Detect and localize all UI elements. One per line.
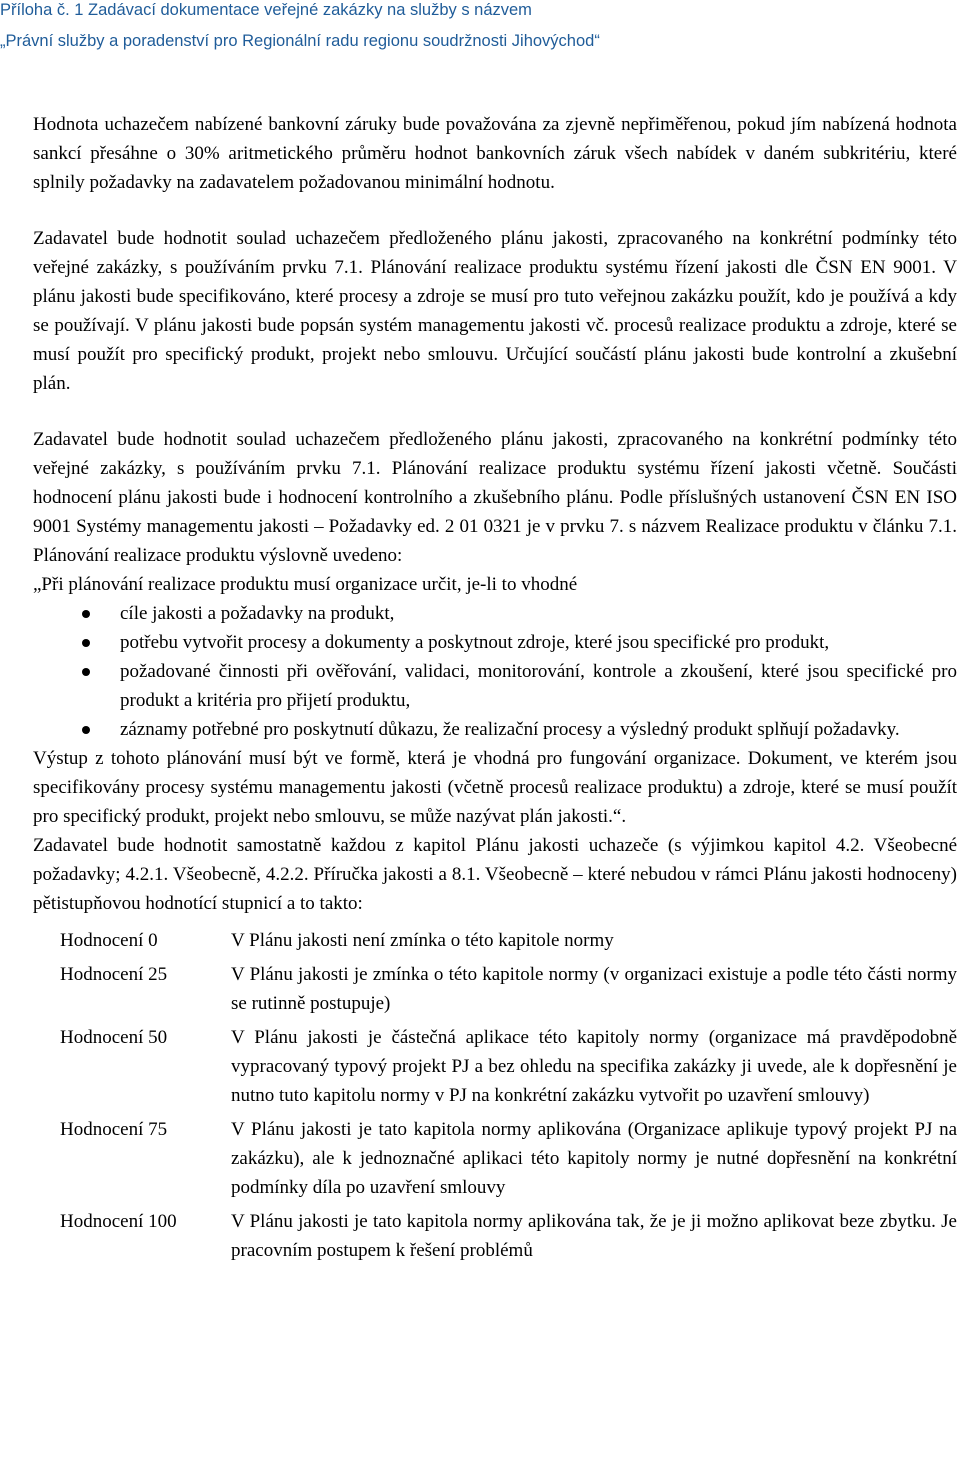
rating-description: V Plánu jakosti je tato kapitola normy aplikována tak, že je ji možno aplikovat beze zbytku. Je pracovním postupem k řešení problémů <box>231 1211 957 1261</box>
document-body <box>33 110 957 1270</box>
header-line-2: „Právní služby a poradenství pro Regionální radu regionu soudržnosti Jihovýchod“ <box>0 32 600 50</box>
paragraph-bank-guarantee: Hodnota uchazečem nabízené bankovní záruky bude považována za zjevně nepřiměřenou, pokud jím nabízená hodnota sankcí přesáhne o 30% aritmetického průměru hodnot bankovních záruk všech nabídek v daném subkritériu, které splnily požadavky na zadavatelem požadovanou minimální hodnotu. <box>33 114 957 193</box>
quote-intro: „Při plánování realizace produktu musí organizace určit, je-li to vhodné <box>33 574 578 595</box>
rating-row <box>33 1023 957 1110</box>
bullet-icon <box>82 668 90 676</box>
rating-description: V Plánu jakosti je tato kapitola normy aplikována (Organizace aplikuje typový projekt PJ na zakázku), ale k jednoznačné aplikaci této kapitoly normy je nutné dopřesnění na konkrétní podmínky díla po uzavření smlouvy <box>231 1119 957 1198</box>
list-item-text: potřebu vytvořit procesy a dokumenty a poskytnout zdroje, které jsou specifické pro produkt, <box>120 632 830 653</box>
list-item-text: požadované činnosti při ověřování, validaci, monitorování, kontrole a zkoušení, které jsou specifické pro produkt a kritéria pro přijetí produktu, <box>120 661 957 711</box>
bullet-icon <box>82 726 90 734</box>
rating-description: V Plánu jakosti je zmínka o této kapitole normy (v organizaci existuje a podle této části normy se rutinně postupuje) <box>231 964 957 1014</box>
rating-label: Hodnocení 25 <box>60 964 168 985</box>
rating-table <box>33 926 957 1265</box>
rating-label: Hodnocení 50 <box>60 1027 168 1048</box>
rating-row <box>33 926 957 955</box>
rating-row <box>33 960 957 1018</box>
header-line-1: Příloha č. 1 Zadávací dokumentace veřejné zakázky na služby s názvem <box>0 1 532 19</box>
rating-label: Hodnocení 75 <box>60 1119 168 1140</box>
rating-label: Hodnocení 0 <box>60 930 158 951</box>
list-item-text: cíle jakosti a požadavky na produkt, <box>120 603 395 624</box>
bullet-icon <box>82 639 90 647</box>
list-item <box>33 628 957 657</box>
list-item-text: záznamy potřebné pro poskytnutí důkazu, že realizační procesy a výsledný produkt splňují požadavky. <box>120 719 900 740</box>
list-item <box>33 599 957 628</box>
rating-description: V Plánu jakosti je částečná aplikace této kapitoly normy (organizace má pravděpodobně vypracovaný typový projekt PJ a bez ohledu na specifika zakázky ji uvede, ale k dopřesnění je nutno tuto kapitolu normy v PJ na konkrétní zakázku vytvořit po uzavření smlouvy) <box>231 1027 957 1106</box>
list-item <box>33 657 957 715</box>
paragraph-evaluation: Zadavatel bude hodnotit samostatně každou z kapitol Plánu jakosti uchazeče (s výjimkou kapitol 4.2. Všeobecné požadavky; 4.2.1. Všeobecně, 4.2.2. Příručka jakosti a 8.1. Všeobecně – které nebudou v rámci Plánu jakosti hodnoceny) pětistupňovou hodnotící stupnicí a to takto: <box>33 835 957 914</box>
paragraph-quality-plan-2: Zadavatel bude hodnotit soulad uchazečem předloženého plánu jakosti, zpracovaného na konkrétní podmínky této veřejné zakázky, s používáním prvku 7.1. Plánování realizace produktu systému řízení jakosti včetně. Součásti hodnocení plánu jakosti bude i hodnocení kontrolního a zkušebního plánu. Podle příslušných ustanovení ČSN EN ISO 9001 Systémy managementu jakosti – Požadavky ed. 2 01 0321 je v prvku 7. s názvem Realizace produktu v článku 7.1. Plánování realizace produktu výslovně uvedeno: <box>33 429 957 566</box>
rating-label: Hodnocení 100 <box>60 1211 177 1232</box>
list-item <box>33 715 957 744</box>
bullet-list <box>33 599 957 744</box>
bullet-icon <box>82 610 90 618</box>
paragraph-quality-plan-1: Zadavatel bude hodnotit soulad uchazečem předloženého plánu jakosti, zpracovaného na konkrétní podmínky této veřejné zakázky, s používáním prvku 7.1. Plánování realizace produktu systému řízení jakosti dle ČSN EN 9001. V plánu jakosti bude specifikováno, které procesy a zdroje se musí pro tuto veřejnou zakázku použít, kdo je používá a kdy se používají. V plánu jakosti bude popsán systém managementu jakosti vč. procesů realizace produktu a zdroje, které se musí použít pro specifický produkt, projekt nebo smlouvu. Určující součástí plánu jakosti bude kontrolní a zkušební plán. <box>33 228 957 394</box>
rating-description: V Plánu jakosti není zmínka o této kapitole normy <box>231 930 614 951</box>
rating-row <box>33 1207 957 1265</box>
paragraph-output: Výstup z tohoto plánování musí být ve formě, která je vhodná pro fungování organizace. Dokument, ve kterém jsou specifikovány procesy systému managementu jakosti (včetně procesů realizace produktu) a zdroje, které se musí použít pro specifický produkt, projekt nebo smlouvu, se může nazývat plán jakosti.“. <box>33 748 957 827</box>
rating-row <box>33 1115 957 1202</box>
